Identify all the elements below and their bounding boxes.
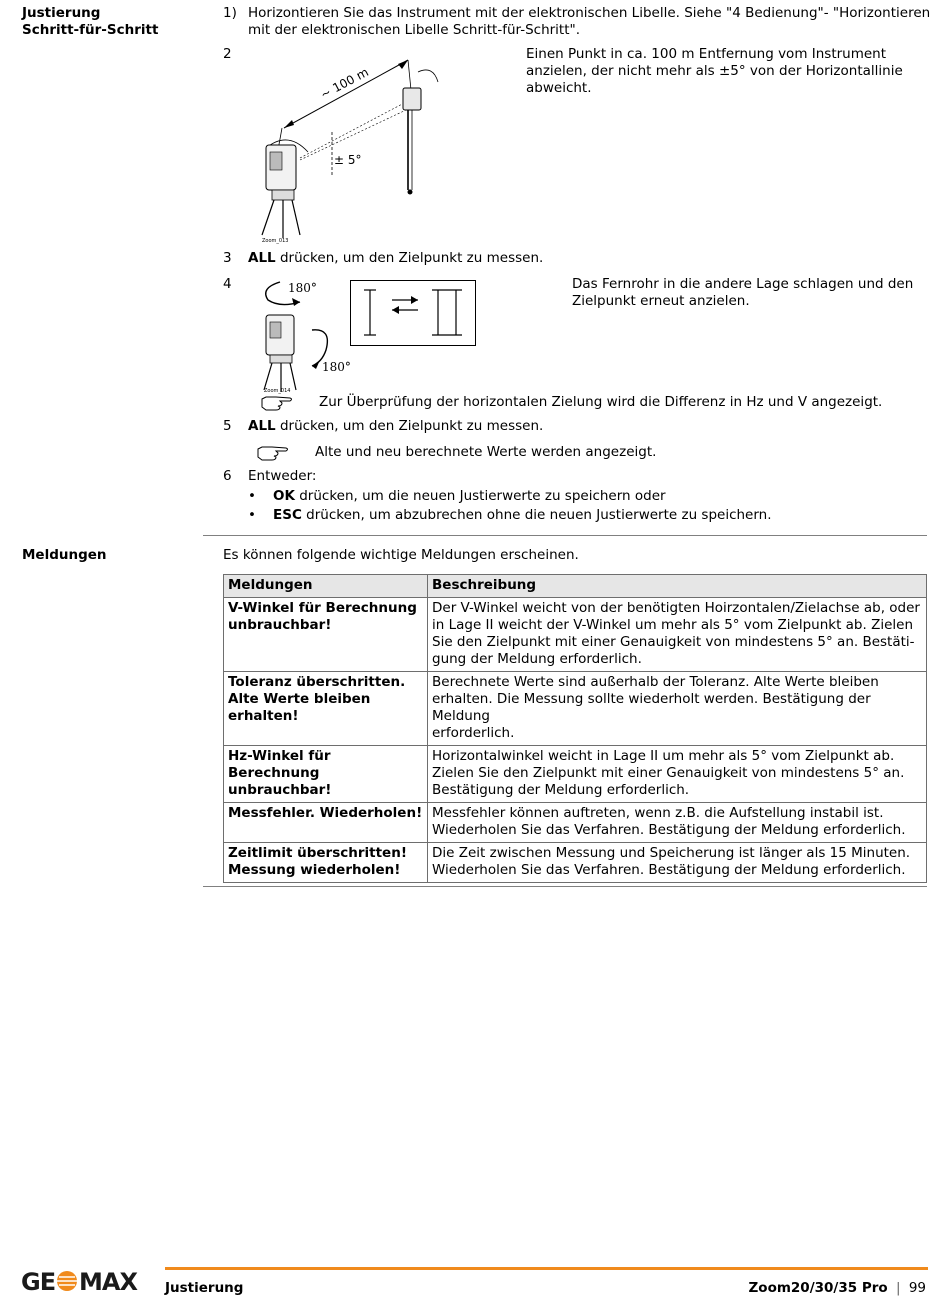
footer-rule (165, 1267, 928, 1270)
table-row (224, 843, 927, 883)
description-line: Zielen Sie den Zielpunkt mit einer Genauigkeit von mindestens 5° an. (432, 765, 905, 781)
description-line: gung der Meldung erforderlich. (432, 651, 642, 667)
face-change-diagram (350, 280, 476, 346)
message-cell (224, 803, 428, 843)
table-header-meldungen: Meldungen (224, 575, 428, 598)
step-4-text: Das Fernrohr in die andere Lage schlagen und den Zielpunkt erneut anzielen. (572, 276, 914, 309)
message-cell (224, 672, 428, 746)
description-cell (428, 803, 927, 843)
message-line: unbrauchbar! (228, 617, 332, 633)
step-6-text: Entweder: (248, 468, 317, 484)
geomax-logo-icon (21, 1268, 151, 1294)
description-line: Sie den Zielpunkt mit einer Genauigkeit von mindestens 5° an. Bestäti- (432, 634, 915, 650)
step-6-option-esc-rest: drücken, um abzubrechen ohne die neuen Justierwerte zu speichern. (301, 507, 772, 523)
section-title-line1: Justierung (22, 5, 101, 21)
table-header-beschreibung: Beschreibung (428, 575, 927, 598)
description-cell (428, 843, 927, 883)
message-line: Hz-Winkel für Berechnung (228, 748, 331, 781)
step-1-line1: Horizontieren Sie das Instrument mit der elektronischen Libelle. Siehe "4 Bedienung"- "Horizontieren (248, 5, 931, 21)
step-5-rest: drücken, um den Zielpunkt zu messen. (275, 418, 544, 434)
description-line: Wiederholen Sie das Verfahren. Bestätigung der Meldung erforderlich. (432, 862, 906, 878)
figure-code-4: Zoom_014 (264, 388, 291, 394)
step-4-number: 4 (223, 276, 232, 292)
footer-separator: | (895, 1280, 901, 1296)
step-6-number: 6 (223, 468, 232, 484)
step-2-number: 2 (223, 46, 232, 62)
description-line: Berechnete Werte sind außerhalb der Toleranz. Alte Werte bleiben (432, 674, 879, 690)
step-2-illustration (248, 40, 518, 245)
section-title-line2: Schritt-für-Schritt (22, 22, 159, 38)
footer-section: Justierung (165, 1280, 244, 1296)
rotation-label-bottom: 180° (322, 360, 351, 374)
step-6-option-ok-rest: drücken, um die neuen Justierwerte zu speichern oder (294, 488, 666, 504)
table-header-row (224, 575, 927, 598)
step-3-rest: drücken, um den Zielpunkt zu messen. (275, 250, 544, 266)
section-title-meldungen: Meldungen (22, 547, 107, 563)
description-cell (428, 598, 927, 672)
message-line: Zeitlimit überschritten! (228, 845, 407, 861)
step-6-bullet-ok: • (248, 488, 256, 504)
message-line: unbrauchbar! (228, 782, 332, 798)
section-divider (203, 535, 927, 536)
table-row (224, 803, 927, 843)
message-line: Alte Werte bleiben (228, 691, 371, 707)
description-line: Bestätigung der Meldung erforderlich. (432, 782, 690, 798)
step-1-number: 1) (223, 5, 237, 21)
messages-table (223, 574, 927, 883)
step-3-text (248, 250, 543, 267)
table-row (224, 598, 927, 672)
svg-text:MAX: MAX (79, 1268, 137, 1294)
table-row (224, 746, 927, 803)
key-all: ALL (248, 250, 276, 266)
key-all-2: ALL (248, 418, 276, 434)
distance-label: ~ 100 m (318, 64, 371, 102)
section-title-justierung (22, 5, 158, 39)
description-line: Messfehler können auftreten, wenn z.B. die Aufstellung instabil ist. (432, 805, 884, 821)
pointing-hand-icon (260, 393, 294, 411)
description-line: Wiederholen Sie das Verfahren. Bestätigung der Meldung erforderlich. (432, 822, 906, 838)
message-line: Messfehler. Wiederholen! (228, 805, 423, 821)
footer-pagination (749, 1280, 927, 1297)
table-row (224, 672, 927, 746)
message-cell (224, 843, 428, 883)
meldungen-intro: Es können folgende wichtige Meldungen erscheinen. (223, 547, 579, 563)
step-5-number: 5 (223, 418, 232, 434)
step-6-bullet-esc: • (248, 507, 256, 523)
section-divider-2 (203, 886, 927, 887)
step-1-text (248, 5, 930, 39)
figure-code: Zoom_013 (262, 238, 289, 244)
step-6-option-esc (273, 507, 772, 524)
step-6-option-ok (273, 488, 666, 505)
message-line: Messung wiederholen! (228, 862, 401, 878)
step-4-note: Zur Überprüfung der horizontalen Zielung wird die Differenz in Hz und V angezeigt. (319, 394, 883, 410)
key-ok: OK (273, 488, 295, 504)
message-line: V-Winkel für Berechnung (228, 600, 417, 616)
description-line: erhalten. Die Messung sollte wiederholt werden. Bestätigung der Meldung (432, 691, 871, 724)
description-cell (428, 746, 927, 803)
step-1-line2: mit der elektronischen Libelle Schritt-für-Schritt". (248, 22, 581, 38)
step-5-note: Alte und neu berechnete Werte werden angezeigt. (315, 444, 657, 460)
pointing-hand-icon-2 (256, 443, 290, 461)
description-cell (428, 672, 927, 746)
rotation-label-top: 180° (288, 281, 317, 295)
message-cell (224, 598, 428, 672)
description-line: erforderlich. (432, 725, 515, 741)
step-2-text: Einen Punkt in ca. 100 m Entfernung vom Instrument anzielen, der nicht mehr als ±5° von der Horizontallinie abweicht. (526, 46, 903, 96)
message-line: erhalten! (228, 708, 299, 724)
angle-label: ± 5° (334, 153, 362, 167)
description-line: Horizontalwinkel weicht in Lage II um mehr als 5° vom Zielpunkt ab. (432, 748, 895, 764)
page-number: 99 (908, 1280, 926, 1296)
description-line: Die Zeit zwischen Messung und Speicherung ist länger als 15 Minuten. (432, 845, 911, 861)
description-line: in Lage II weicht der V-Winkel um mehr als 5° vom Zielpunkt ab. Zielen (432, 617, 914, 633)
message-cell (224, 746, 428, 803)
description-line: Der V-Winkel weicht von der benötigten Hoirzontalen/Zielachse ab, oder (432, 600, 920, 616)
svg-text:GE: GE (21, 1268, 56, 1294)
key-esc: ESC (273, 507, 302, 523)
geomax-logo (21, 1268, 151, 1295)
step-5-text (248, 418, 543, 435)
footer-product: Zoom20/30/35 Pro (748, 1280, 888, 1296)
step-3-number: 3 (223, 250, 232, 266)
message-line: Toleranz überschritten. (228, 674, 406, 690)
